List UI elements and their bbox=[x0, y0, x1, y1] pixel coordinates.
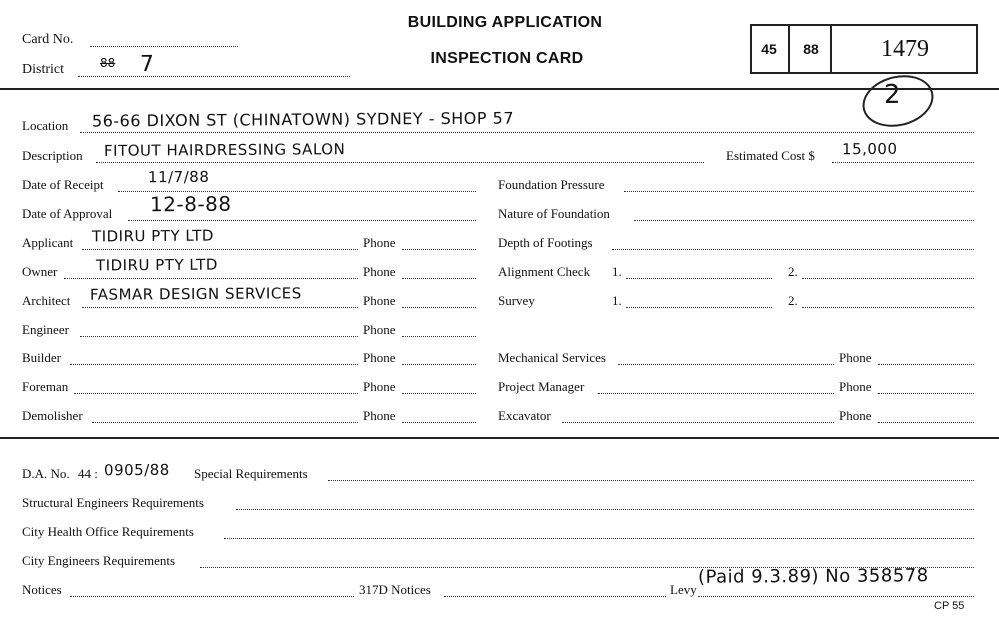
depth-of-footings-line[interactable] bbox=[612, 249, 974, 250]
engineer-phone-line[interactable] bbox=[402, 336, 476, 337]
mechanical-services-label: Mechanical Services bbox=[498, 350, 606, 365]
special-requirements-line[interactable] bbox=[328, 480, 974, 481]
date-of-approval-line[interactable] bbox=[128, 220, 476, 221]
demolisher-phone-line[interactable] bbox=[402, 422, 476, 423]
depth-of-footings-label: Depth of Footings bbox=[498, 235, 593, 250]
survey-label: Survey bbox=[498, 293, 535, 308]
project-manager-phone-line[interactable] bbox=[878, 393, 974, 394]
levy-line[interactable] bbox=[698, 596, 974, 597]
foundation-pressure-label: Foundation Pressure bbox=[498, 177, 605, 192]
form-title: BUILDING APPLICATION bbox=[407, 14, 603, 31]
alignment-check-line-1[interactable] bbox=[626, 278, 772, 279]
district-value: 7 bbox=[139, 51, 155, 78]
form-subtitle: INSPECTION CARD bbox=[430, 50, 584, 67]
mechanical-services-line[interactable] bbox=[618, 364, 834, 365]
description-line[interactable] bbox=[96, 162, 704, 163]
notices-317d-label: 317D Notices bbox=[359, 582, 431, 597]
builder-phone-line[interactable] bbox=[402, 364, 476, 365]
engineer-label: Engineer bbox=[22, 322, 69, 337]
card-no-line[interactable] bbox=[90, 46, 238, 47]
project-manager-label: Project Manager bbox=[498, 379, 585, 394]
date-of-approval-value: 12-8-88 bbox=[149, 191, 232, 217]
notices-label: Notices bbox=[22, 582, 62, 597]
demolisher-label: Demolisher bbox=[22, 408, 83, 423]
city-engineers-requirements-label: City Engineers Requirements bbox=[22, 553, 176, 568]
foreman-line[interactable] bbox=[74, 393, 358, 394]
owner-label: Owner bbox=[22, 264, 58, 279]
builder-phone-label: Phone bbox=[363, 350, 396, 365]
da-no-value: 0905/88 bbox=[103, 460, 170, 480]
nature-of-foundation-line[interactable] bbox=[634, 220, 974, 221]
card-box-year-a: 45 bbox=[761, 41, 777, 57]
engineer-line[interactable] bbox=[80, 336, 358, 337]
alignment-check-num-2: 2. bbox=[788, 264, 798, 279]
project-manager-phone-label: Phone bbox=[839, 379, 872, 394]
structural-requirements-label: Structural Engineers Requirements bbox=[22, 495, 204, 510]
applicant-phone-label: Phone bbox=[363, 235, 396, 250]
card-box-number: 1479 bbox=[881, 35, 929, 62]
survey-line-2[interactable] bbox=[802, 307, 974, 308]
architect-label: Architect bbox=[22, 293, 71, 308]
builder-label: Builder bbox=[22, 350, 61, 365]
demolisher-phone-label: Phone bbox=[363, 408, 396, 423]
description-label: Description bbox=[22, 148, 83, 163]
owner-phone-label: Phone bbox=[363, 264, 396, 279]
notices-line[interactable] bbox=[70, 596, 354, 597]
survey-num-1: 1. bbox=[612, 293, 622, 308]
circled-mark-value: 2 bbox=[883, 79, 902, 111]
card-no-label: Card No. bbox=[22, 32, 74, 47]
location-value: 56-66 DIXON ST (CHINATOWN) SYDNEY - SHOP 57 bbox=[91, 108, 515, 131]
notices-317d-line[interactable] bbox=[444, 596, 666, 597]
demolisher-line[interactable] bbox=[92, 422, 358, 423]
estimated-cost-label: Estimated Cost $ bbox=[726, 148, 815, 163]
structural-requirements-line[interactable] bbox=[236, 509, 974, 510]
card-box-year-b: 88 bbox=[803, 41, 819, 57]
card-number-box bbox=[750, 24, 978, 74]
project-manager-line[interactable] bbox=[598, 393, 834, 394]
alignment-check-line-2[interactable] bbox=[802, 278, 974, 279]
foundation-pressure-line[interactable] bbox=[624, 191, 974, 192]
owner-value: TIDIRU PTY LTD bbox=[95, 255, 218, 275]
health-requirements-line[interactable] bbox=[224, 538, 974, 539]
foreman-phone-line[interactable] bbox=[402, 393, 476, 394]
description-value: FITOUT HAIRDRESSING SALON bbox=[103, 140, 346, 160]
estimated-cost-value: 15,000 bbox=[841, 139, 898, 159]
district-struck-value: 88 bbox=[100, 56, 116, 70]
nature-of-foundation-label: Nature of Foundation bbox=[498, 206, 610, 221]
location-label: Location bbox=[22, 118, 69, 133]
owner-line[interactable] bbox=[64, 278, 358, 279]
excavator-label: Excavator bbox=[498, 408, 551, 423]
applicant-line[interactable] bbox=[82, 249, 358, 250]
excavator-phone-label: Phone bbox=[839, 408, 872, 423]
mechanical-services-phone-label: Phone bbox=[839, 350, 872, 365]
levy-value: (Paid 9.3.89) No 358578 bbox=[697, 565, 929, 588]
da-no-label: D.A. No. bbox=[22, 466, 70, 481]
form-code: CP 55 bbox=[934, 600, 965, 612]
district-label: District bbox=[22, 62, 64, 77]
foreman-label: Foreman bbox=[22, 379, 69, 394]
architect-value: FASMAR DESIGN SERVICES bbox=[89, 284, 302, 304]
owner-phone-line[interactable] bbox=[402, 278, 476, 279]
builder-line[interactable] bbox=[70, 364, 358, 365]
district-line[interactable] bbox=[78, 76, 350, 77]
engineer-phone-label: Phone bbox=[363, 322, 396, 337]
health-requirements-label: City Health Office Requirements bbox=[22, 524, 194, 539]
special-requirements-label: Special Requirements bbox=[194, 466, 308, 481]
alignment-check-num-1: 1. bbox=[612, 264, 622, 279]
survey-line-1[interactable] bbox=[626, 307, 772, 308]
divider-middle bbox=[0, 437, 999, 439]
foreman-phone-label: Phone bbox=[363, 379, 396, 394]
alignment-check-label: Alignment Check bbox=[498, 264, 591, 279]
da-no-prefix: 44 : bbox=[78, 466, 98, 481]
date-of-approval-label: Date of Approval bbox=[22, 206, 113, 221]
architect-line[interactable] bbox=[82, 307, 358, 308]
excavator-line[interactable] bbox=[562, 422, 834, 423]
survey-num-2: 2. bbox=[788, 293, 798, 308]
estimated-cost-line[interactable] bbox=[832, 162, 974, 163]
date-of-receipt-label: Date of Receipt bbox=[22, 177, 104, 192]
mechanical-services-phone-line[interactable] bbox=[878, 364, 974, 365]
applicant-phone-line[interactable] bbox=[402, 249, 476, 250]
architect-phone-line[interactable] bbox=[402, 307, 476, 308]
excavator-phone-line[interactable] bbox=[878, 422, 974, 423]
applicant-label: Applicant bbox=[22, 235, 74, 250]
divider-top bbox=[0, 88, 999, 90]
levy-label: Levy bbox=[670, 582, 697, 597]
location-line[interactable] bbox=[80, 132, 974, 133]
applicant-value: TIDIRU PTY LTD bbox=[91, 226, 214, 246]
date-of-receipt-value: 11/7/88 bbox=[147, 167, 210, 187]
architect-phone-label: Phone bbox=[363, 293, 396, 308]
